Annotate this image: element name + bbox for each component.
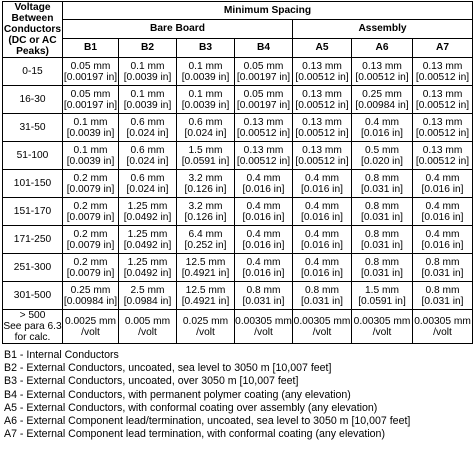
spacing-cell: 0.00305 mm /volt <box>293 310 352 344</box>
spacing-cell: 3.2 mm [0.126 in] <box>177 170 235 198</box>
spacing-cell: 0.8 mm [0.031 in] <box>413 254 473 282</box>
class-legend <box>2 349 472 441</box>
spacing-cell: 0.00305 mm /volt <box>352 310 413 344</box>
spacing-cell: 0.4 mm [0.016 in] <box>352 114 413 142</box>
table-body <box>3 58 473 344</box>
spacing-cell: 2.5 mm [0.0984 in] <box>119 282 177 310</box>
voltage-cell: 51-100 <box>3 142 63 170</box>
spacing-cell: 0.05 mm [0.00197 in] <box>63 58 119 86</box>
spacing-cell: 0.8 mm [0.031 in] <box>352 198 413 226</box>
table-row <box>3 226 473 254</box>
spacing-cell: 0.13 mm [0.00512 in] <box>293 86 352 114</box>
class-header-a6: A6 <box>352 38 413 57</box>
class-header-b4: B4 <box>235 38 293 57</box>
table-row <box>3 86 473 114</box>
spacing-cell: 0.6 mm [0.024 in] <box>119 114 177 142</box>
voltage-cell: 0-15 <box>3 58 63 86</box>
spacing-cell: 0.1 mm [0.0039 in] <box>177 86 235 114</box>
spacing-cell: 1.25 mm [0.0492 in] <box>119 254 177 282</box>
spacing-cell: 0.4 mm [0.016 in] <box>413 170 473 198</box>
class-header-b3: B3 <box>177 38 235 57</box>
assembly-header: Assembly <box>293 20 473 38</box>
class-header-a5: A5 <box>293 38 352 57</box>
spacing-cell: 0.13 mm [0.00512 in] <box>235 142 293 170</box>
spacing-cell: 0.8 mm [0.031 in] <box>352 226 413 254</box>
spacing-cell: 0.13 mm [0.00512 in] <box>293 114 352 142</box>
spacing-cell: 0.8 mm [0.031 in] <box>293 282 352 310</box>
voltage-cell: 301-500 <box>3 282 63 310</box>
minimum-spacing-header: Minimum Spacing <box>63 2 473 20</box>
spacing-cell: 0.2 mm [0.0079 in] <box>63 198 119 226</box>
voltage-cell: 151-170 <box>3 198 63 226</box>
spacing-cell: 12.5 mm [0.4921 in] <box>177 254 235 282</box>
voltage-cell: > 500 See para 6.3 for calc. <box>3 310 62 343</box>
spacing-cell: 0.4 mm [0.016 in] <box>293 254 352 282</box>
voltage-cell: 31-50 <box>3 114 63 142</box>
table-row <box>3 282 473 310</box>
voltage-cell: 16-30 <box>3 86 63 114</box>
spacing-cell: 0.05 mm [0.00197 in] <box>235 58 293 86</box>
spacing-cell: 0.4 mm [0.016 in] <box>235 226 293 254</box>
spacing-cell: 6.4 mm [0.252 in] <box>177 226 235 254</box>
spacing-cell: 0.025 mm /volt <box>177 310 235 344</box>
spacing-cell: 0.4 mm [0.016 in] <box>413 226 473 254</box>
legend-item: A6 - External Component lead/termination, uncoated, sea level to 3050 m [10,007 feet] <box>4 415 411 428</box>
spacing-cell: 0.13 mm [0.00512 in] <box>293 142 352 170</box>
spacing-cell: 0.13 mm [0.00512 in] <box>413 58 473 86</box>
class-header-b1: B1 <box>63 38 119 57</box>
spacing-cell: 0.4 mm [0.016 in] <box>235 198 293 226</box>
table-row <box>3 170 473 198</box>
spacing-cell: 0.2 mm [0.0079 in] <box>63 226 119 254</box>
legend-item: A5 - External Conductors, with conformal coating over assembly (any elevation) <box>4 401 378 414</box>
legend-item: A7 - External Component lead termination, with conformal coating (any elevation) <box>4 428 385 441</box>
spacing-cell: 0.4 mm [0.016 in] <box>293 170 352 198</box>
voltage-header: Voltage Between Conductors (DC or AC Peaks) <box>3 2 62 57</box>
spacing-cell: 0.4 mm [0.016 in] <box>293 198 352 226</box>
legend-item: B3 - External Conductors, uncoated, over 3050 m [10,007 feet] <box>4 375 299 388</box>
spacing-cell: 12.5 mm [0.4921 in] <box>177 282 235 310</box>
spacing-cell: 0.4 mm [0.016 in] <box>235 254 293 282</box>
spacing-cell: 0.6 mm [0.024 in] <box>119 142 177 170</box>
spacing-cell: 0.8 mm [0.031 in] <box>235 282 293 310</box>
legend-item: B2 - External Conductors, uncoated, sea level to 3050 m [10,007 feet] <box>4 362 332 375</box>
spacing-cell: 0.1 mm [0.0039 in] <box>119 86 177 114</box>
table-row <box>3 198 473 226</box>
spacing-cell: 1.25 mm [0.0492 in] <box>119 198 177 226</box>
table-row <box>3 58 473 86</box>
spacing-cell: 0.13 mm [0.00512 in] <box>413 142 473 170</box>
spacing-cell: 0.0025 mm /volt <box>63 310 119 344</box>
spacing-cell: 1.25 mm [0.0492 in] <box>119 226 177 254</box>
spacing-cell: 0.00305 mm /volt <box>235 310 293 344</box>
minimum-spacing-table <box>2 1 473 344</box>
bare-board-header: Bare Board <box>63 20 293 38</box>
spacing-cell: 0.1 mm [0.0039 in] <box>177 58 235 86</box>
spacing-cell: 1.5 mm [0.0591 in] <box>352 282 413 310</box>
table-row <box>3 114 473 142</box>
spacing-cell: 0.13 mm [0.00512 in] <box>235 114 293 142</box>
spacing-cell: 0.13 mm [0.00512 in] <box>352 58 413 86</box>
spacing-cell: 0.13 mm [0.00512 in] <box>413 114 473 142</box>
spacing-cell: 0.8 mm [0.031 in] <box>352 170 413 198</box>
spacing-cell: 0.4 mm [0.016 in] <box>413 198 473 226</box>
class-header-a7: A7 <box>413 38 473 57</box>
spacing-cell: 0.1 mm [0.0039 in] <box>63 114 119 142</box>
table-row <box>3 310 473 344</box>
voltage-cell: 171-250 <box>3 226 63 254</box>
spacing-cell: 0.1 mm [0.0039 in] <box>63 142 119 170</box>
spacing-cell: 0.8 mm [0.031 in] <box>413 282 473 310</box>
spacing-cell: 0.8 mm [0.031 in] <box>352 254 413 282</box>
legend-item: B4 - External Conductors, with permanent polymer coating (any elevation) <box>4 388 351 401</box>
spacing-cell: 0.005 mm /volt <box>119 310 177 344</box>
spacing-cell: 0.1 mm [0.0039 in] <box>119 58 177 86</box>
spacing-cell: 0.4 mm [0.016 in] <box>293 226 352 254</box>
spacing-cell: 0.6 mm [0.024 in] <box>177 114 235 142</box>
legend-item: B1 - Internal Conductors <box>4 349 119 361</box>
spacing-cell: 0.13 mm [0.00512 in] <box>413 86 473 114</box>
spacing-cell: 0.4 mm [0.016 in] <box>235 170 293 198</box>
spacing-cell: 0.6 mm [0.024 in] <box>119 170 177 198</box>
spacing-cell: 0.00305 mm /volt <box>413 310 473 344</box>
table-row <box>3 142 473 170</box>
voltage-cell: 251-300 <box>3 254 63 282</box>
spacing-cell: 0.2 mm [0.0079 in] <box>63 170 119 198</box>
spacing-cell: 0.5 mm [0.020 in] <box>352 142 413 170</box>
spacing-cell: 0.25 mm [0.00984 in] <box>352 86 413 114</box>
spacing-cell: 0.05 mm [0.00197 in] <box>235 86 293 114</box>
spacing-cell: 0.2 mm [0.0079 in] <box>63 254 119 282</box>
spacing-cell: 0.25 mm [0.00984 in] <box>63 282 119 310</box>
spacing-document <box>2 1 472 441</box>
spacing-cell: 0.13 mm [0.00512 in] <box>293 58 352 86</box>
voltage-cell: 101-150 <box>3 170 63 198</box>
spacing-cell: 0.05 mm [0.00197 in] <box>63 86 119 114</box>
spacing-cell: 1.5 mm [0.0591 in] <box>177 142 235 170</box>
table-row <box>3 254 473 282</box>
class-header-b2: B2 <box>119 38 177 57</box>
spacing-cell: 3.2 mm [0.126 in] <box>177 198 235 226</box>
